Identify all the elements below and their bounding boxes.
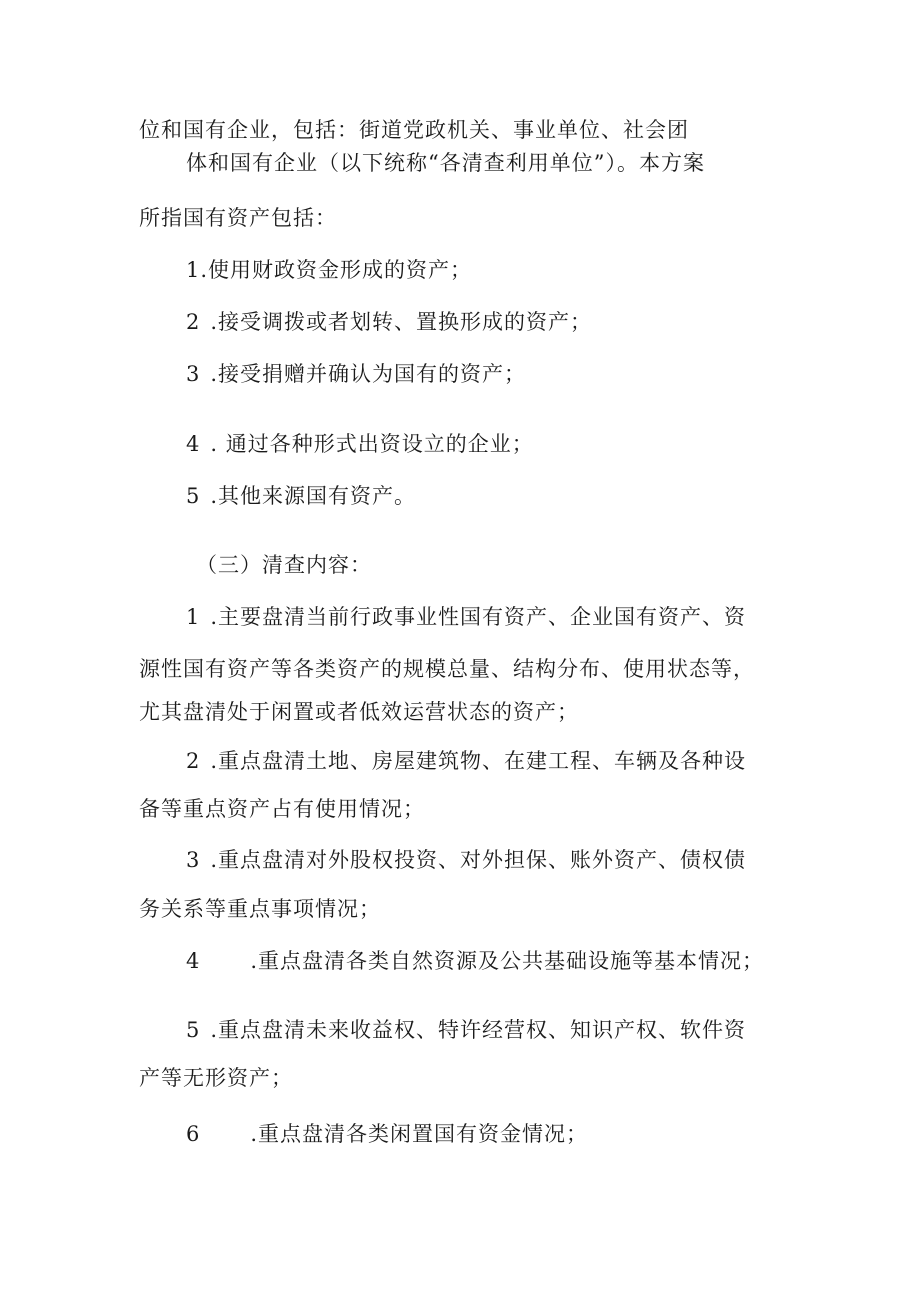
list-item-text: .主要盘清当前行政事业性国有资产、企业国有资产、资 [210, 605, 747, 629]
list-item [186, 1016, 746, 1044]
list-item [186, 1120, 588, 1148]
list-item [186, 308, 592, 336]
list-item-number: 1 [186, 605, 201, 629]
list-item-number: 6 [186, 1122, 201, 1146]
list-item-number: 2 [186, 310, 201, 334]
list-item-number: 4 [186, 949, 201, 973]
list-item-text: .重点盘清对外股权投资、对外担保、账外资产、债权债 [210, 848, 747, 872]
list-item-number: 5 [186, 484, 201, 508]
list-item-text: .其他来源国有资产。 [210, 484, 417, 508]
text-line: 所指国有资产包括： [139, 206, 337, 230]
section-heading: （三）清查内容： [196, 553, 372, 577]
text-line: 体和国有企业（以下统称“各清查利用单位”）。本方案 [186, 151, 705, 175]
list-item-number: 5 [186, 1018, 201, 1042]
list-item-text: . 通过各种形式出资设立的企业； [210, 432, 534, 456]
text-line: 尤其盘清处于闲置或者低效运营状态的资产； [139, 700, 579, 724]
text-line: 产等无形资产； [139, 1066, 293, 1090]
text-line: 位和国有企业，包括：街道党政机关、事业单位、社会团 [139, 118, 689, 142]
text-line: 务关系等重点事项情况； [139, 897, 381, 921]
list-item [186, 747, 746, 775]
list-item-number: 1. [186, 258, 209, 282]
list-item [186, 846, 746, 874]
list-item-text: .重点盘清土地、房屋建筑物、在建工程、车辆及各种设 [210, 749, 747, 773]
list-item [186, 430, 534, 458]
list-item [186, 482, 416, 510]
list-item-number: 3 [186, 848, 201, 872]
list-item-number: 2 [186, 749, 201, 773]
list-item-text: .接受调拨或者划转、置换形成的资产； [210, 310, 593, 334]
text-line: 源性国有资产等各类资产的规模总量、结构分布、使用状态等， [139, 657, 755, 681]
list-item [186, 947, 764, 975]
list-item-text: .接受捐赠并确认为国有的资产； [210, 362, 527, 386]
list-item-text: .重点盘清各类自然资源及公共基础设施等基本情况； [250, 949, 765, 973]
list-item-text: 使用财政资金形成的资产； [208, 258, 473, 282]
list-item-text: .重点盘清未来收益权、特许经营权、知识产权、软件资 [210, 1018, 747, 1042]
list-item [186, 360, 526, 388]
list-item [186, 603, 746, 631]
list-item-text: .重点盘清各类闲置国有资金情况； [250, 1122, 589, 1146]
list-item [186, 256, 472, 284]
list-item-number: 4 [186, 432, 201, 456]
list-item-number: 3 [186, 362, 201, 386]
text-line: 备等重点资产占有使用情况； [139, 797, 425, 821]
